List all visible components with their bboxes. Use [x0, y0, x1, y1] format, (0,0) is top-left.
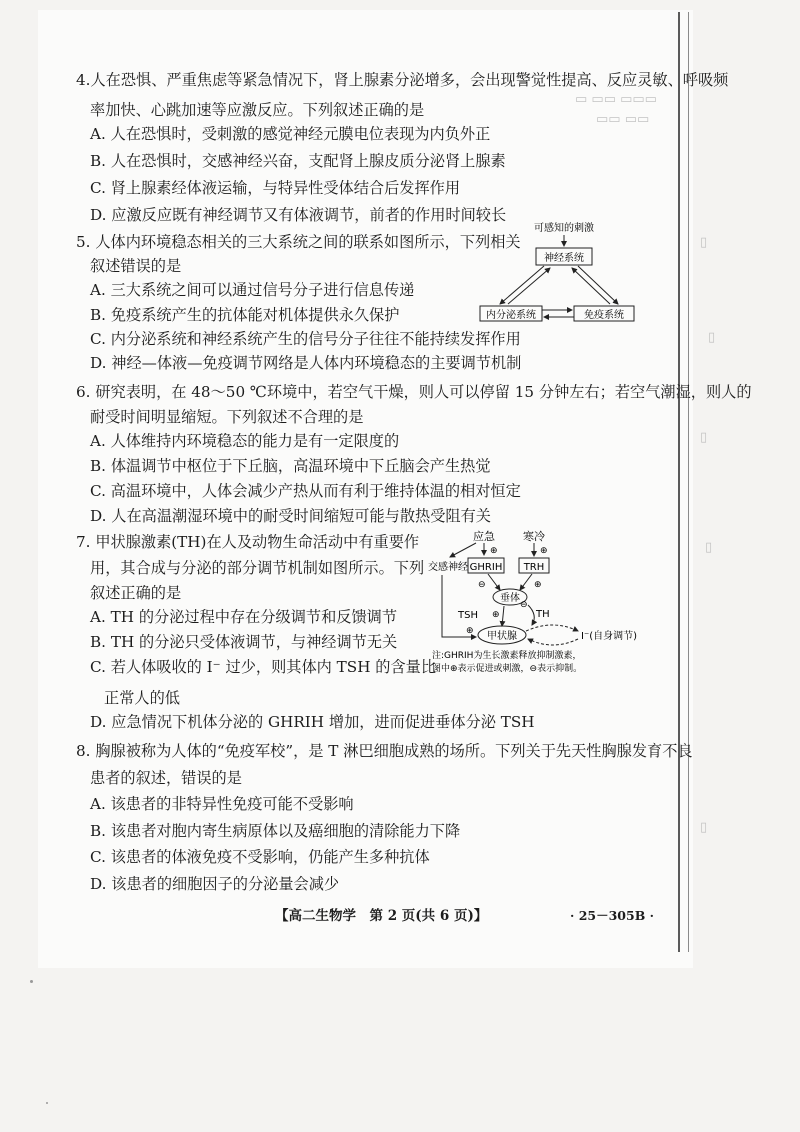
- th-label: TH: [536, 609, 550, 620]
- q5-stem-line2: 叙述错误的是: [90, 257, 182, 275]
- q4-option-d: D. 应激反应既有神经调节又有体液调节，前者的作用时间较长: [90, 206, 507, 224]
- svg-text:⊖: ⊖: [478, 580, 486, 590]
- q4-option-b: B. 人在恐惧时，交感神经兴奋，支配肾上腺皮质分泌肾上腺素: [90, 152, 506, 170]
- thyroid-label: 甲状腺: [487, 631, 517, 642]
- q5-system-diagram: [478, 218, 638, 326]
- q8-stem-line2: 患者的叙述，错误的是: [90, 769, 242, 787]
- ghrih-label: GHRIH: [469, 562, 503, 573]
- q7-stem-line1: 7. 甲状腺激素(TH)在人及动物生命活动中有重要作: [76, 533, 420, 551]
- svg-text:⊕: ⊕: [490, 546, 498, 556]
- q7-option-c-cont: 正常人的低: [104, 689, 180, 707]
- tsh-label: TSH: [458, 610, 478, 621]
- q7-option-d: D. 应急情况下机体分泌的 GHRIH 增加，进而促进垂体分泌 TSH: [90, 713, 535, 731]
- q8-option-d: D. 该患者的细胞因子的分泌量会减少: [90, 875, 340, 893]
- q5-stem-line1: 5. 人体内环境稳态相关的三大系统之间的联系如图所示，下列相关: [76, 233, 521, 251]
- q6-option-d: D. 人在高温潮湿环境中的耐受时间缩短可能与散热受阻有关: [90, 507, 491, 525]
- q4-option-a: A. 人在恐惧时，受刺激的感觉神经元膜电位表现为内负外正: [90, 125, 491, 143]
- scan-speck: [46, 1102, 48, 1104]
- svg-text:⊖: ⊖: [520, 600, 528, 610]
- q6-option-b: B. 体温调节中枢位于下丘脑，高温环境中下丘脑会产生热觉: [90, 457, 491, 475]
- pituitary-label: 垂体: [500, 593, 520, 604]
- sympathetic-label: 交感神经: [428, 562, 468, 573]
- immune-system-label: 免疫系统: [584, 310, 624, 321]
- iodide-label: I⁻(自身调节): [581, 631, 638, 642]
- q8-option-b: B. 该患者对胞内寄生病原体以及癌细胞的清除能力下降: [90, 822, 461, 840]
- cold-label: 寒冷: [523, 530, 545, 543]
- stimulus-label: 可感知的刺激: [534, 223, 594, 234]
- q6-option-a: A. 人体维持内环境稳态的能力是有一定限度的: [90, 432, 400, 450]
- svg-text:⊕: ⊕: [540, 546, 548, 556]
- q8-option-c: C. 该患者的体液免疫不受影响，仍能产生多种抗体: [90, 848, 430, 866]
- stress-label: 应急: [473, 530, 495, 543]
- q7-option-a: A. TH 的分泌过程中存在分级调节和反馈调节: [90, 608, 398, 626]
- q7-stem-line2: 用，其合成与分泌的部分调节机制如图所示。下列: [90, 559, 425, 577]
- q5-option-a: A. 三大系统之间可以通过信号分子进行信息传递: [90, 281, 415, 299]
- q6-stem-line1: 6. 研究表明，在 48～50 ℃环境中，若空气干燥，则人可以停留 15 分钟左右；若空气潮湿，则人的: [76, 383, 752, 401]
- paper-code: · 25－305B ·: [570, 908, 654, 923]
- q4-stem-line2: 率加快、心跳加速等应激反应。下列叙述正确的是: [90, 101, 425, 119]
- svg-text:⊕: ⊕: [492, 610, 500, 620]
- q8-stem-line1: 8. 胸腺被称为人体的“免疫军校”，是 T 淋巴细胞成熟的场所。下列关于先天性胸腺发育不良: [76, 742, 693, 760]
- svg-text:⊕: ⊕: [466, 626, 474, 636]
- q5-option-c: C. 内分泌系统和神经系统产生的信号分子往往不能持续发挥作用: [90, 330, 521, 348]
- q8-option-a: A. 该患者的非特异性免疫可能不受影响: [90, 795, 354, 813]
- endocrine-system-label: 内分泌系统: [486, 310, 536, 321]
- binding-line-inner: [688, 12, 689, 952]
- q5-option-d: D. 神经—体液—免疫调节网络是人体内环境稳态的主要调节机制: [90, 354, 522, 372]
- q5-option-b: B. 免疫系统产生的抗体能对机体提供永久保护: [90, 306, 400, 324]
- q4-option-c: C. 肾上腺素经体液运输，与特异性受体结合后发挥作用: [90, 179, 461, 197]
- q7-stem-line3: 叙述正确的是: [90, 584, 182, 602]
- q6-stem-line2: 耐受时间明显缩短。下列叙述不合理的是: [90, 408, 364, 426]
- q7-option-c: C. 若人体吸收的 I⁻ 过少，则其体内 TSH 的含量比: [90, 658, 437, 676]
- diagram-note-line1: 注:GHRIH为生长激素释放抑制激素，: [432, 651, 582, 661]
- q4-stem-line1: 4.人在恐惧、严重焦虑等紧急情况下，肾上腺素分泌增多，会出现警觉性提高、反应灵敏、呼吸频: [76, 71, 729, 89]
- q7-option-b: B. TH 的分泌只受体液调节，与神经调节无关: [90, 633, 398, 651]
- scan-speck: [30, 980, 33, 983]
- binding-line: [678, 12, 680, 952]
- trh-label: TRH: [523, 562, 545, 573]
- svg-text:⊕: ⊕: [534, 580, 542, 590]
- nervous-system-label: 神经系统: [544, 253, 584, 264]
- page-footer: 【高二生物学 第 2 页(共 6 页)】: [275, 908, 488, 924]
- q7-thyroid-diagram: [428, 525, 668, 677]
- diagram-note-line2: 图中⊕表示促进或刺激，⊖表示抑制。: [432, 664, 583, 674]
- q6-option-c: C. 高温环境中，人体会减少产热从而有利于维持体温的相对恒定: [90, 482, 521, 500]
